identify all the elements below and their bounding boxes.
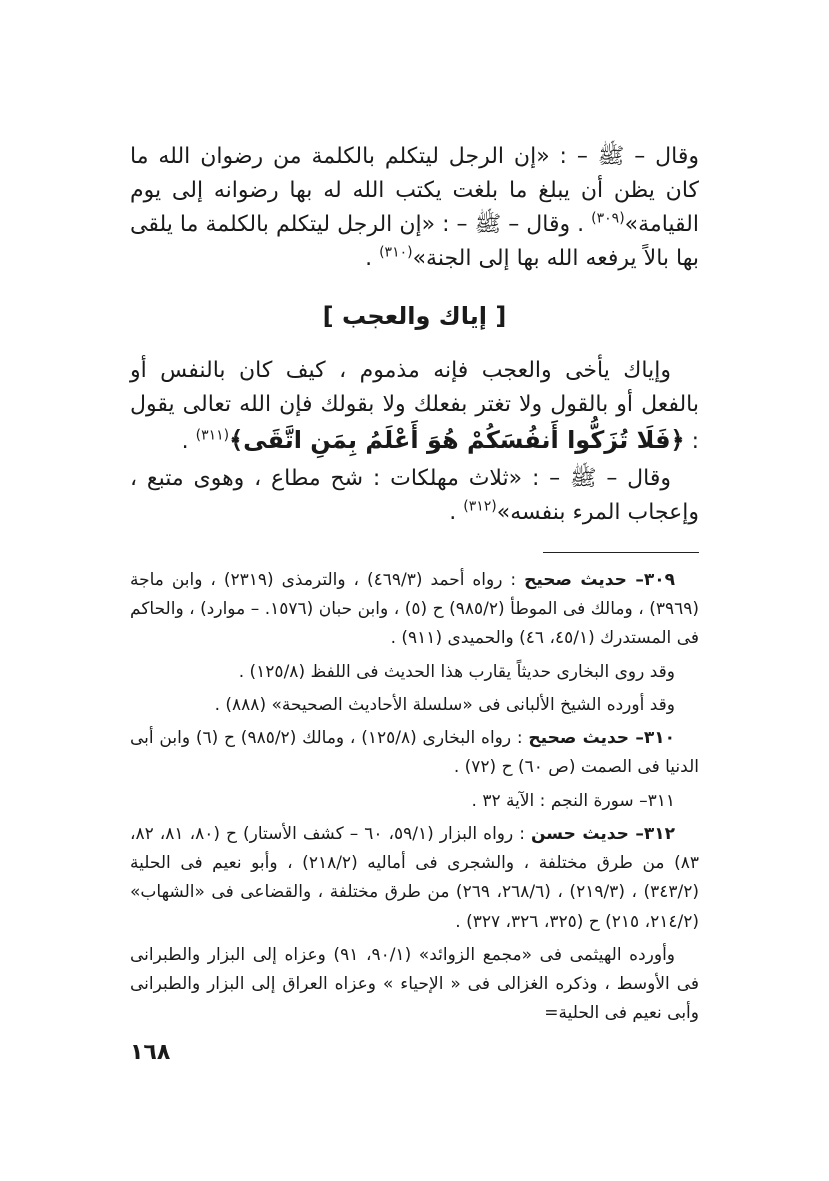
section-heading: [ إياك والعجب ]	[322, 302, 507, 330]
footnote-text: : رواه البخارى (١٢٥/٨) ، ومالك (٩٨٥/٢) ح (٦) وابن أبى الدنيا فى الصمت (ص ٦٠) ح (٧٢) .	[130, 728, 699, 778]
footnote-309-note-1: وقد روى البخارى حديثاً يقارب هذا الحديث فى اللفظ (١٢٥/٨) .	[238, 661, 675, 682]
paragraph-text	[130, 462, 699, 530]
footnote-309	[130, 566, 699, 654]
footnote-heading: ٣١٠– حديث صحيح	[528, 728, 675, 749]
paragraph-text-part: وقال – ﷺ – : «ثلاث مهلكات : شح مطاع ، وهوى متبع ، وإعجاب المرء بنفسه»	[130, 466, 699, 526]
hadith-paragraph-1	[130, 140, 699, 276]
footnote-divider	[543, 552, 699, 553]
hadith-paragraph-2	[130, 462, 699, 530]
warning-paragraph	[130, 354, 699, 459]
paragraph-text	[130, 140, 699, 276]
footnote-text: : رواه البزار (٥٩/١، ٦٠ – كشف الأستار) ح (٨٠، ٨١، ٨٢، ٨٣) من طرق مختلفة ، والشجرى فى أماليه (٢١٨/٢) ، وأبو نعيم فى الحلية (٣٤٣/٢) ، (٢١٩/٣) ، (٢٦٨/٦، ٢٦٩) من طرق مختلفة ، والقضاعى فى «الشهاب» (٢١٤/٢، ٢١٥) ح (٣٢٥، ٣٢٦، ٣٢٧) .	[130, 823, 700, 932]
footnote-310	[130, 724, 699, 782]
footnote-ref-311: (٣١١)	[195, 427, 230, 444]
footnote-309-note-2: وقد أورده الشيخ الألبانى فى «سلسلة الأحاديث الصحيحة» (٨٨٨) .	[214, 694, 675, 715]
footnote-text: : رواه أحمد (٤٦٩/٣) ، والترمذى (٢٣١٩) ، وابن ماجة (٣٩٦٩) ، ومالك فى الموطأ (٩٨٥/٢) ح (٥) ، وابن حبان (١٥٧٦. – موارد) ، والحاكم فى المستدرك (٤٥/١، ٤٦) والحميدى (٩١١) .	[130, 570, 700, 649]
page-number: ١٦٨	[130, 1040, 171, 1065]
paragraph-text	[130, 354, 699, 459]
footnote-heading: ٣١٢– حديث حسن	[531, 823, 676, 844]
footnote-ref-312: (٣١٢)	[463, 498, 497, 515]
footnote-ref-310: (٣١٠)	[379, 244, 413, 261]
footnote-ref-309: (٣٠٩)	[591, 210, 625, 227]
footnote-311: ٣١١– سورة النجم : الآية ٣٢ .	[471, 790, 675, 811]
footnote-312-note: وأورده الهيثمى فى «مجمع الزوائد» (٩٠/١، ٩١) وعزاه إلى البزار والطبرانى فى الأوسط ، وذكره الغزالى فى « الإحياء » وعزاه العراق إلى البزار والطبرانى وأبى نعيم فى الحلية=	[130, 944, 699, 1024]
footnote-heading: ٣٠٩– حديث صحيح	[524, 570, 675, 590]
paragraph-text-part: وإياك يأخى والعجب فإنه مذموم ، كيف كان بالنفس أو بالفعل أو بالقول ولا تغتر بفعلك ولا بقولك فإن الله تعالى يقول :	[130, 358, 699, 455]
paragraph-text-part: .	[365, 246, 380, 272]
paragraph-text-part: . وقال – ﷺ – : «إن الرجل ليتكلم بالكلمة ما يلقى بها بالاً يرفعه الله بها إلى الجنة»	[130, 212, 699, 272]
paragraph-text-part: وقال – ﷺ – : «إن الرجل ليتكلم بالكلمة من رضوان الله ما كان يظن أن يبلغ ما بلغت يكتب الله له بها رضوانه إلى يوم القيامة»	[130, 144, 699, 238]
footnotes-section	[130, 566, 699, 1033]
paragraph-text-part: .	[449, 500, 464, 526]
footnote-312	[130, 820, 699, 937]
paragraph-text-part: .	[181, 429, 196, 455]
quran-verse: ﴿فَلَا تُزَكُّوا أَنفُسَكُمْ هُوَ أَعْلَمُ بِمَنِ اتَّقَى﴾	[229, 426, 685, 455]
